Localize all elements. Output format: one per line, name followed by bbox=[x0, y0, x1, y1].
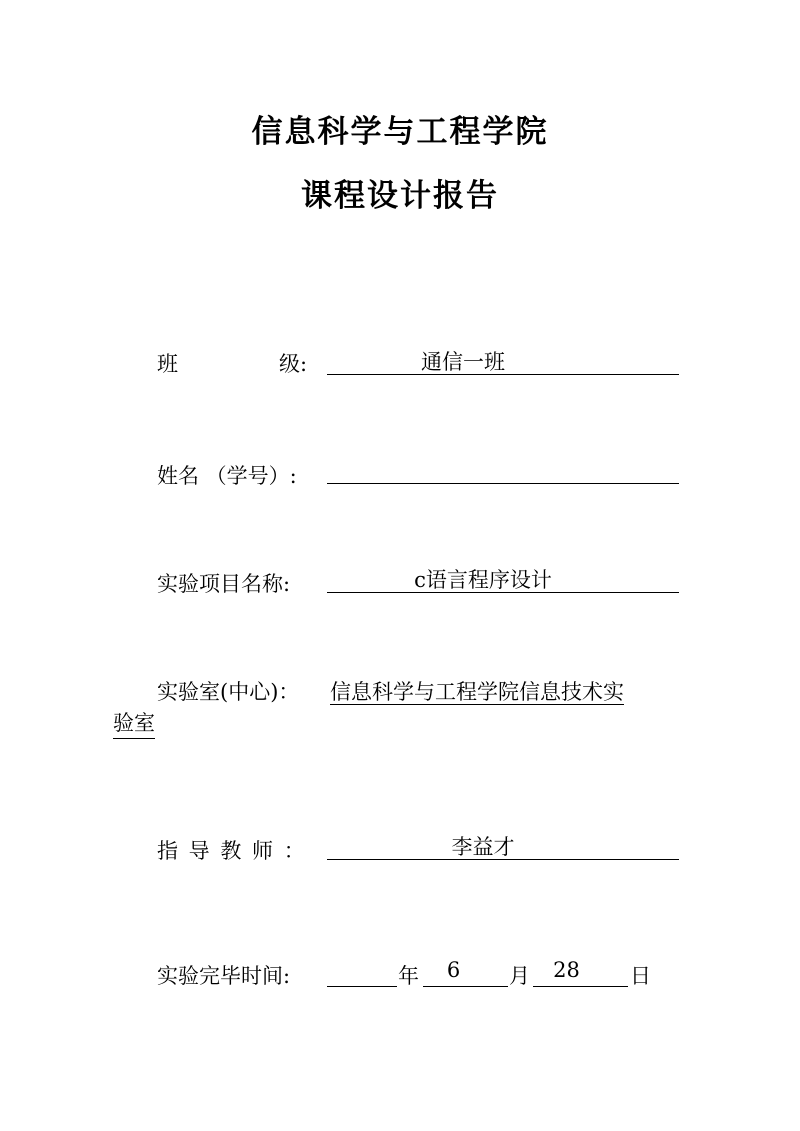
institute-title: 信息科学与工程学院 bbox=[251, 114, 549, 150]
project-field[interactable] bbox=[327, 564, 679, 593]
finish-label: 实验完毕时间: bbox=[157, 964, 291, 988]
report-title: 课程设计报告 bbox=[301, 178, 499, 214]
teacher-value: 李益才 bbox=[451, 835, 515, 859]
class-value: 通信一班 bbox=[421, 350, 505, 374]
project-label: 实验项目名称: bbox=[157, 572, 291, 596]
class-label-a: 班 bbox=[157, 352, 178, 376]
project-value: c语言程序设计 bbox=[414, 568, 552, 592]
class-field[interactable] bbox=[327, 346, 679, 375]
class-label-b: 级: bbox=[279, 352, 308, 376]
lab-value-line1: 信息科学与工程学院信息技术实 bbox=[330, 676, 624, 705]
day-unit: 日 bbox=[630, 964, 651, 988]
month-value: 6 bbox=[446, 958, 461, 982]
name-label: 姓名 （学号）: bbox=[157, 464, 297, 488]
teacher-field[interactable] bbox=[327, 831, 679, 860]
month-field[interactable] bbox=[423, 958, 508, 987]
day-field[interactable] bbox=[533, 958, 628, 987]
year-unit: 年 bbox=[398, 964, 419, 988]
day-value: 28 bbox=[553, 958, 580, 982]
month-unit: 月 bbox=[509, 964, 530, 988]
teacher-label: 指 导 教 师 ： bbox=[157, 839, 305, 863]
lab-value-line2: 验室 bbox=[113, 708, 155, 739]
lab-label: 实验室(中心)： bbox=[157, 680, 300, 704]
name-field[interactable] bbox=[327, 455, 679, 484]
year-field[interactable] bbox=[327, 958, 397, 987]
